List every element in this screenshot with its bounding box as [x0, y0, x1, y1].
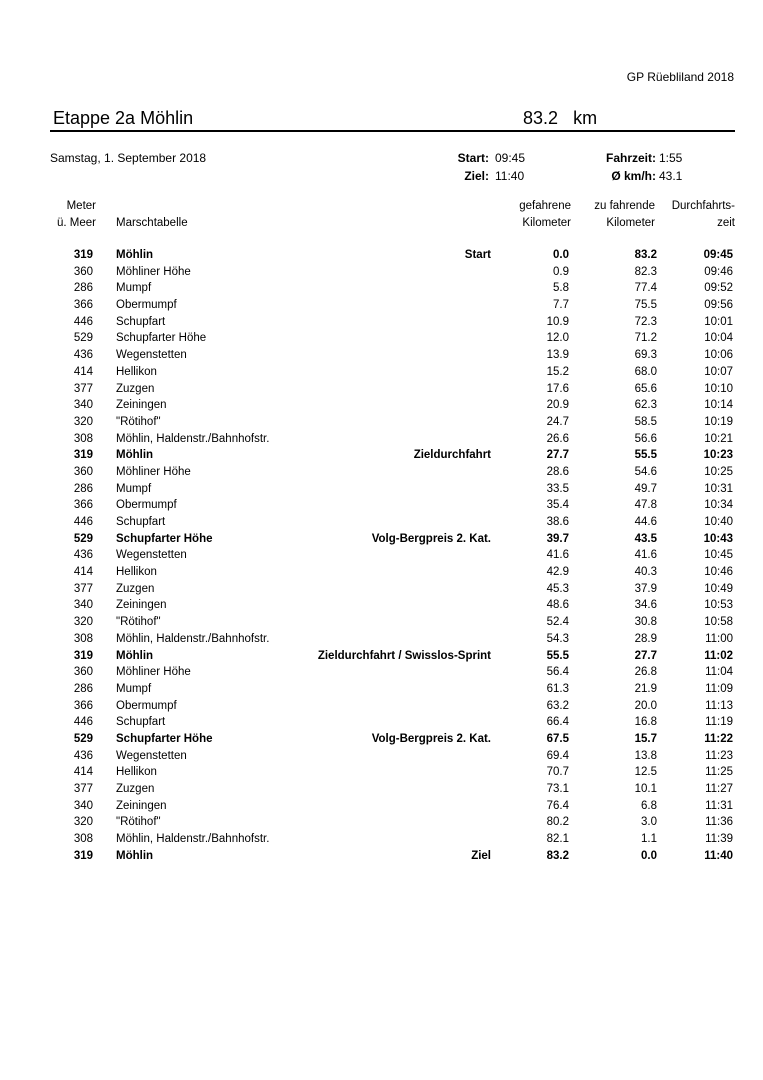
schedule-table: [0, 247, 763, 864]
altitude-cell: 414: [73, 766, 93, 779]
km-done-cell: 76.4: [546, 799, 569, 812]
altitude-cell: 308: [73, 833, 93, 846]
altitude-cell: 529: [73, 732, 93, 745]
km-remaining-cell: 34.6: [634, 599, 657, 612]
speed-label: Ø km/h:: [611, 169, 656, 183]
place-cell: Obermumpf: [116, 699, 177, 712]
passing-time-cell: 09:52: [704, 282, 733, 295]
table-row: [0, 714, 763, 731]
table-row: [0, 364, 763, 381]
km-done-cell: 45.3: [546, 582, 569, 595]
km-remaining-cell: 68.0: [634, 365, 657, 378]
event-name: GP Rüebliland 2018: [626, 70, 734, 84]
passing-time-cell: 11:27: [705, 783, 733, 795]
altitude-cell: 340: [73, 599, 93, 612]
table-row: [0, 531, 763, 548]
place-cell: Hellikon: [116, 566, 157, 579]
km-remaining-cell: 58.5: [634, 415, 657, 428]
table-row: [0, 497, 763, 514]
fahrzeit-label: Fahrzeit:: [605, 151, 656, 165]
place-cell: Zeiningen: [116, 599, 167, 612]
km-done-cell: 82.1: [546, 833, 569, 846]
title-rule: [50, 130, 735, 132]
place-cell: Möhlin, Haldenstr./Bahnhofstr.: [116, 632, 270, 645]
altitude-cell: 377: [73, 382, 93, 395]
altitude-cell: 436: [73, 549, 93, 562]
header-km-remaining-line2: Kilometer: [606, 217, 655, 229]
table-row: [0, 597, 763, 614]
km-remaining-cell: 16.8: [634, 716, 657, 729]
place-cell: "Rötihof": [116, 816, 161, 829]
altitude-cell: 377: [73, 783, 93, 795]
passing-time-cell: 11:23: [705, 749, 733, 762]
km-remaining-cell: 75.5: [634, 299, 657, 312]
passing-time-cell: 10:14: [704, 399, 733, 412]
table-row: [0, 648, 763, 665]
table-row: [0, 547, 763, 564]
place-cell: Mumpf: [116, 482, 152, 495]
passing-time-cell: 11:25: [705, 766, 733, 779]
km-remaining-cell: 30.8: [634, 616, 657, 629]
altitude-cell: 529: [73, 332, 93, 345]
place-cell: Möhlin: [116, 649, 154, 662]
km-done-cell: 61.3: [546, 682, 569, 695]
altitude-cell: 308: [73, 632, 93, 645]
place-cell: Mumpf: [116, 682, 152, 695]
passing-time-cell: 11:36: [705, 816, 733, 829]
table-row: [0, 447, 763, 464]
place-cell: Möhlin: [116, 449, 154, 462]
table-row: [0, 764, 763, 781]
km-done-cell: 13.9: [546, 349, 569, 362]
km-done-cell: 69.4: [546, 749, 569, 762]
header-km-remaining-line1: zu fahrende: [594, 200, 655, 212]
km-remaining-cell: 15.7: [634, 732, 657, 745]
passing-time-cell: 11:00: [705, 632, 733, 645]
km-remaining-cell: 3.0: [641, 816, 657, 829]
table-row: [0, 664, 763, 681]
place-cell: Möhliner Höhe: [116, 465, 191, 478]
km-remaining-cell: 55.5: [634, 449, 657, 462]
altitude-cell: 320: [73, 816, 93, 829]
km-remaining-cell: 47.8: [634, 499, 657, 512]
km-remaining-cell: 41.6: [634, 549, 657, 562]
note-cell: Zieldurchfahrt / Swisslos-Sprint: [317, 649, 491, 662]
header-passing-time-line1: Durchfahrts-: [671, 200, 735, 212]
place-cell: Zuzgen: [116, 582, 155, 595]
fahrzeit-value: 1:55: [659, 151, 683, 165]
km-done-cell: 38.6: [546, 516, 569, 528]
km-done-cell: 10.9: [546, 315, 569, 328]
place-cell: Möhliner Höhe: [116, 265, 191, 278]
table-row: [0, 848, 763, 865]
altitude-cell: 320: [73, 415, 93, 428]
km-remaining-cell: 40.3: [634, 566, 657, 579]
note-cell: Start: [464, 249, 491, 261]
start-value: 09:45: [495, 151, 526, 165]
place-cell: Hellikon: [116, 766, 157, 779]
altitude-cell: 319: [73, 849, 93, 862]
place-cell: Wegenstetten: [116, 349, 187, 362]
altitude-cell: 436: [73, 349, 93, 362]
passing-time-cell: 10:25: [704, 465, 733, 478]
km-done-cell: 39.7: [546, 532, 569, 545]
passing-time-cell: 11:19: [705, 716, 733, 729]
table-row: [0, 330, 763, 347]
place-cell: Zeiningen: [116, 399, 167, 412]
km-done-cell: 52.4: [546, 616, 569, 629]
place-cell: Möhlin: [116, 249, 154, 261]
km-remaining-cell: 43.5: [634, 532, 657, 545]
km-done-cell: 20.9: [546, 399, 569, 412]
km-done-cell: 73.1: [546, 783, 569, 795]
passing-time-cell: 10:46: [704, 566, 733, 579]
header-km-done-line1: gefahrene: [519, 200, 571, 212]
km-remaining-cell: 13.8: [634, 749, 657, 762]
km-remaining-cell: 83.2: [634, 249, 657, 261]
passing-time-cell: 09:46: [704, 265, 733, 278]
altitude-cell: 366: [73, 299, 93, 312]
stage-distance-unit: km: [573, 108, 598, 128]
km-remaining-cell: 26.8: [634, 666, 657, 679]
km-done-cell: 35.4: [546, 499, 569, 512]
passing-time-cell: 10:34: [704, 499, 733, 512]
km-done-cell: 0.0: [553, 249, 569, 261]
place-cell: Schupfart: [116, 516, 166, 528]
km-remaining-cell: 49.7: [634, 482, 657, 495]
stage-title: Etappe 2a Möhlin: [53, 108, 194, 128]
ziel-label: Ziel:: [464, 169, 489, 183]
table-row: [0, 397, 763, 414]
altitude-cell: 319: [73, 649, 93, 662]
passing-time-cell: 10:01: [704, 315, 733, 328]
note-cell: Volg-Bergpreis 2. Kat.: [371, 532, 491, 545]
table-row: [0, 481, 763, 498]
altitude-cell: 320: [73, 616, 93, 629]
place-cell: Schupfarter Höhe: [116, 732, 213, 745]
km-remaining-cell: 12.5: [634, 766, 657, 779]
altitude-cell: 529: [73, 532, 93, 545]
place-cell: Zuzgen: [116, 382, 155, 395]
note-cell: Ziel: [471, 849, 491, 862]
altitude-cell: 319: [73, 249, 93, 261]
km-done-cell: 0.9: [553, 265, 569, 278]
passing-time-cell: 10:40: [704, 516, 733, 528]
km-done-cell: 56.4: [546, 666, 569, 679]
stage-distance-value: 83.2: [523, 108, 559, 128]
place-cell: Mumpf: [116, 282, 152, 295]
km-remaining-cell: 21.9: [634, 682, 657, 695]
header-km-done: [519, 198, 571, 232]
altitude-cell: 414: [73, 566, 93, 579]
place-cell: Obermumpf: [116, 299, 177, 312]
altitude-cell: 446: [73, 516, 93, 528]
place-cell: Schupfarter Höhe: [116, 532, 213, 545]
place-cell: Wegenstetten: [116, 749, 187, 762]
altitude-cell: 366: [73, 499, 93, 512]
altitude-cell: 286: [73, 682, 93, 695]
km-remaining-cell: 6.8: [641, 799, 657, 812]
table-row: [0, 297, 763, 314]
km-remaining-cell: 28.9: [634, 632, 657, 645]
header-km-remaining: [594, 198, 655, 232]
place-cell: Schupfarter Höhe: [116, 332, 207, 345]
altitude-cell: 360: [73, 465, 93, 478]
km-done-cell: 17.6: [546, 382, 569, 395]
speed-value: 43.1: [659, 169, 683, 183]
altitude-cell: 446: [73, 716, 93, 729]
km-remaining-cell: 71.2: [634, 332, 657, 345]
altitude-cell: 446: [73, 315, 93, 328]
table-row: [0, 631, 763, 648]
altitude-cell: 286: [73, 282, 93, 295]
km-done-cell: 41.6: [546, 549, 569, 562]
km-done-cell: 27.7: [546, 449, 569, 462]
passing-time-cell: 10:21: [704, 432, 733, 445]
km-remaining-cell: 77.4: [634, 282, 657, 295]
km-done-cell: 24.7: [546, 415, 569, 428]
passing-time-cell: 11:39: [705, 833, 733, 846]
km-remaining-cell: 69.3: [634, 349, 657, 362]
passing-time-cell: 10:49: [704, 582, 733, 595]
altitude-cell: 366: [73, 699, 93, 712]
stage-distance: [523, 108, 597, 129]
km-done-cell: 70.7: [546, 766, 569, 779]
altitude-cell: 340: [73, 399, 93, 412]
km-remaining-cell: 27.7: [634, 649, 657, 662]
table-row: [0, 414, 763, 431]
table-row: [0, 798, 763, 815]
km-done-cell: 80.2: [546, 816, 569, 829]
place-cell: Wegenstetten: [116, 549, 187, 562]
passing-time-cell: 10:10: [704, 382, 733, 395]
passing-time-cell: 10:43: [703, 532, 733, 545]
table-row: [0, 464, 763, 481]
km-remaining-cell: 0.0: [641, 849, 657, 862]
altitude-cell: 360: [73, 265, 93, 278]
km-remaining-cell: 44.6: [634, 516, 657, 528]
start-label: Start:: [457, 151, 489, 165]
altitude-cell: 436: [73, 749, 93, 762]
header-altitude-line2: ü. Meer: [57, 217, 96, 229]
passing-time-cell: 09:45: [703, 249, 733, 261]
note-cell: Volg-Bergpreis 2. Kat.: [371, 732, 491, 745]
passing-time-cell: 11:02: [704, 649, 733, 662]
passing-time-cell: 10:31: [704, 482, 733, 495]
passing-time-cell: 10:23: [703, 449, 733, 462]
place-cell: Obermumpf: [116, 499, 177, 512]
km-done-cell: 15.2: [546, 365, 569, 378]
km-remaining-cell: 10.1: [634, 783, 657, 795]
altitude-cell: 308: [73, 432, 93, 445]
table-row: [0, 381, 763, 398]
km-done-cell: 48.6: [546, 599, 569, 612]
km-remaining-cell: 1.1: [641, 833, 657, 846]
km-done-cell: 33.5: [546, 482, 569, 495]
altitude-cell: 377: [73, 582, 93, 595]
km-remaining-cell: 62.3: [634, 399, 657, 412]
km-remaining-cell: 37.9: [634, 582, 657, 595]
km-done-cell: 67.5: [546, 732, 569, 745]
table-row: [0, 564, 763, 581]
table-row: [0, 247, 763, 264]
altitude-cell: 286: [73, 482, 93, 495]
table-row: [0, 280, 763, 297]
table-row: [0, 781, 763, 798]
place-cell: Möhlin: [116, 849, 154, 862]
table-row: [0, 314, 763, 331]
ziel-value: 11:40: [495, 169, 525, 183]
passing-time-cell: 10:53: [704, 599, 733, 612]
km-remaining-cell: 56.6: [634, 432, 657, 445]
place-cell: Möhliner Höhe: [116, 666, 191, 679]
header-altitude: [57, 198, 96, 232]
table-row: [0, 581, 763, 598]
km-done-cell: 66.4: [546, 716, 569, 729]
altitude-cell: 360: [73, 666, 93, 679]
table-row: [0, 614, 763, 631]
passing-time-cell: 10:06: [704, 349, 733, 362]
place-cell: Möhlin, Haldenstr./Bahnhofstr.: [116, 432, 270, 445]
km-done-cell: 12.0: [546, 332, 569, 345]
passing-time-cell: 11:09: [705, 682, 733, 695]
place-cell: Zuzgen: [116, 783, 155, 795]
table-row: [0, 814, 763, 831]
km-done-cell: 7.7: [553, 299, 569, 312]
passing-time-cell: 10:58: [704, 616, 733, 629]
km-remaining-cell: 72.3: [634, 315, 657, 328]
km-remaining-cell: 54.6: [634, 465, 657, 478]
km-done-cell: 42.9: [546, 566, 569, 579]
header-passing-time-line2: zeit: [717, 217, 735, 229]
km-done-cell: 28.6: [546, 465, 569, 478]
place-cell: "Rötihof": [116, 616, 161, 629]
passing-time-cell: 11:04: [705, 666, 733, 679]
km-done-cell: 63.2: [546, 699, 569, 712]
km-done-cell: 5.8: [553, 282, 569, 295]
passing-time-cell: 11:22: [704, 732, 733, 745]
header-passing-time: [672, 198, 735, 232]
km-remaining-cell: 65.6: [634, 382, 657, 395]
table-row: [0, 698, 763, 715]
passing-time-cell: 10:45: [704, 549, 733, 562]
altitude-cell: 340: [73, 799, 93, 812]
km-done-cell: 26.6: [546, 432, 569, 445]
table-row: [0, 431, 763, 448]
table-row: [0, 681, 763, 698]
passing-time-cell: 10:04: [704, 332, 733, 345]
place-cell: Möhlin, Haldenstr./Bahnhofstr.: [116, 833, 270, 846]
table-row: [0, 831, 763, 848]
place-cell: Zeiningen: [116, 799, 167, 812]
header-marschtabelle: Marschtabelle: [116, 217, 188, 229]
table-row: [0, 748, 763, 765]
passing-time-cell: 10:07: [704, 365, 733, 378]
passing-time-cell: 11:31: [705, 799, 733, 812]
passing-time-cell: 11:13: [705, 699, 733, 712]
km-done-cell: 55.5: [546, 649, 569, 662]
place-cell: Schupfart: [116, 716, 166, 729]
passing-time-cell: 11:40: [704, 849, 733, 862]
altitude-cell: 319: [73, 449, 93, 462]
altitude-cell: 414: [73, 365, 93, 378]
table-row: [0, 514, 763, 531]
header-altitude-line1: Meter: [66, 200, 96, 212]
note-cell: Zieldurchfahrt: [413, 449, 491, 462]
km-done-cell: 54.3: [546, 632, 569, 645]
table-row: [0, 731, 763, 748]
passing-time-cell: 10:19: [704, 415, 733, 428]
place-cell: Schupfart: [116, 315, 166, 328]
table-row: [0, 347, 763, 364]
race-date: Samstag, 1. September 2018: [50, 151, 207, 165]
km-remaining-cell: 82.3: [634, 265, 657, 278]
km-remaining-cell: 20.0: [634, 699, 657, 712]
place-cell: "Rötihof": [116, 415, 161, 428]
passing-time-cell: 09:56: [704, 299, 733, 312]
place-cell: Hellikon: [116, 365, 157, 378]
km-done-cell: 83.2: [546, 849, 569, 862]
header-km-done-line2: Kilometer: [522, 217, 571, 229]
table-row: [0, 264, 763, 281]
